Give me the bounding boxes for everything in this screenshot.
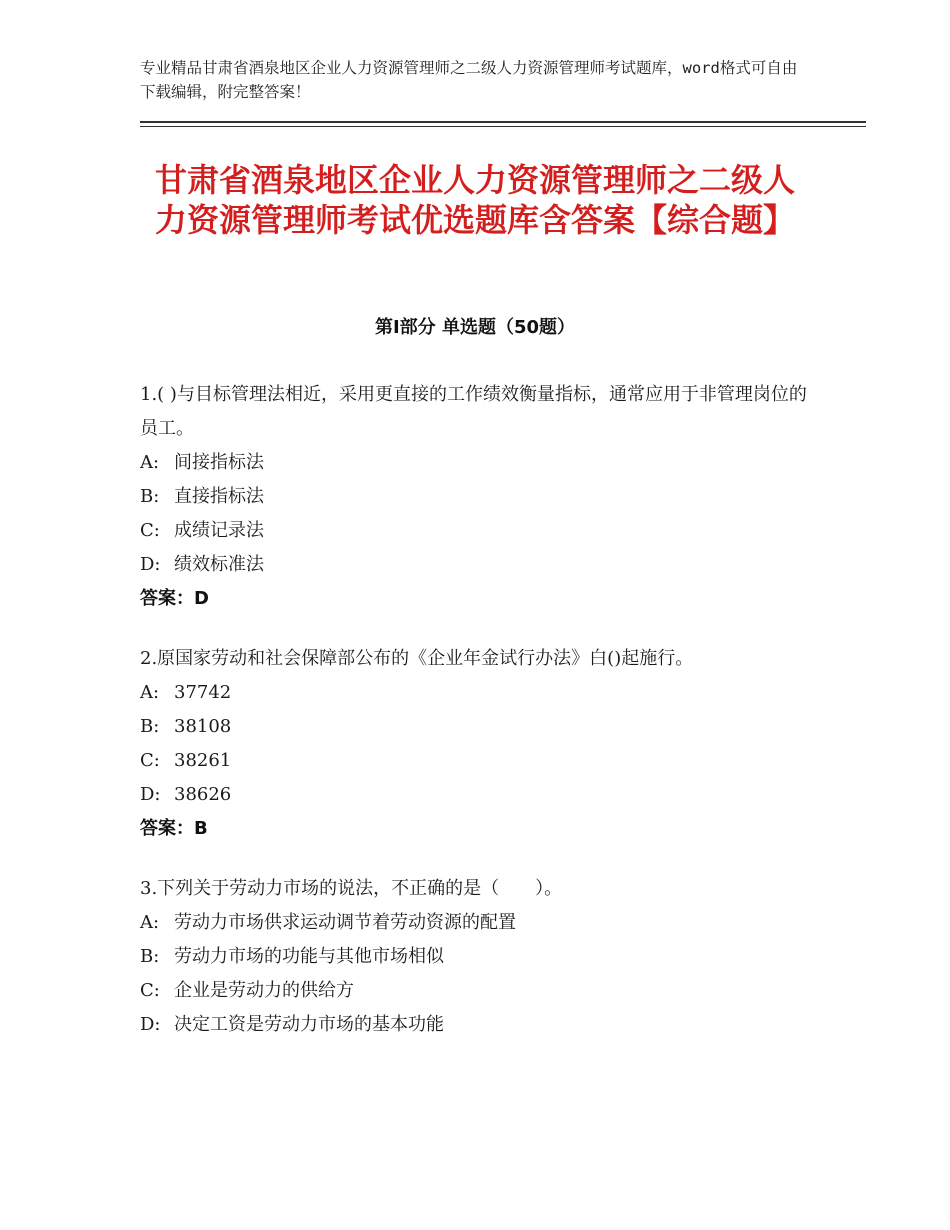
option-a [140, 906, 810, 940]
option-letter: A: [140, 682, 160, 703]
option-letter: D: [140, 784, 161, 805]
option-d [140, 548, 810, 582]
option-text: 成绩记录法 [174, 520, 264, 541]
option-letter: D: [140, 1014, 161, 1035]
option-text: 间接指标法 [174, 452, 264, 473]
option-c [140, 974, 810, 1008]
option-text: 38108 [174, 716, 232, 737]
option-text: 37742 [174, 682, 232, 703]
option-text: 劳动力市场供求运动调节着劳动资源的配置 [174, 912, 516, 933]
option-letter: C: [140, 750, 160, 771]
option-b [140, 940, 810, 974]
header-note: 专业精品甘肃省酒泉地区企业人力资源管理师之二级人力资源管理师考试题库，word格式可自由下载编辑，附完整答案！ [140, 59, 798, 101]
option-letter: D: [140, 554, 161, 575]
option-letter: B: [140, 946, 160, 967]
section-title: 第Ⅰ部分 单选题（50题） [374, 317, 575, 338]
option-d [140, 778, 810, 812]
option-letter: C: [140, 980, 160, 1001]
option-text: 38626 [174, 784, 232, 805]
question-list [140, 378, 810, 1068]
option-text: 绩效标准法 [174, 554, 264, 575]
header-rule-thin [140, 126, 866, 127]
option-letter: B: [140, 486, 160, 507]
option-letter: A: [140, 452, 160, 473]
option-letter: B: [140, 716, 160, 737]
option-b [140, 710, 810, 744]
option-a [140, 676, 810, 710]
option-letter: C: [140, 520, 160, 541]
option-text: 企业是劳动力的供给方 [174, 980, 354, 1001]
option-text: 决定工资是劳动力市场的基本功能 [174, 1014, 444, 1035]
header-rule-thick [140, 121, 866, 123]
question-1 [140, 378, 810, 616]
option-text: 劳动力市场的功能与其他市场相似 [174, 946, 444, 967]
option-c [140, 514, 810, 548]
option-a [140, 446, 810, 480]
option-b [140, 480, 810, 514]
question-3 [140, 872, 810, 1042]
question-text: 3.下列关于劳动力市场的说法，不正确的是（ ）。 [140, 878, 563, 899]
answer-label: 答案：D [140, 588, 209, 609]
option-text: 38261 [174, 750, 232, 771]
question-text: 2.原国家劳动和社会保障部公布的《企业年金试行办法》白()起施行。 [140, 648, 694, 669]
option-d [140, 1008, 810, 1042]
answer-label: 答案：B [140, 818, 208, 839]
question-2 [140, 642, 810, 846]
option-letter: A: [140, 912, 160, 933]
question-text: 1.( )与目标管理法相近，采用更直接的工作绩效衡量指标，通常应用于非管理岗位的员工。 [140, 384, 807, 439]
document-title: 甘肃省酒泉地区企业人力资源管理师之二级人力资源管理师考试优选题库含答案【综合题】 [154, 161, 795, 239]
option-text: 直接指标法 [174, 486, 264, 507]
option-c [140, 744, 810, 778]
